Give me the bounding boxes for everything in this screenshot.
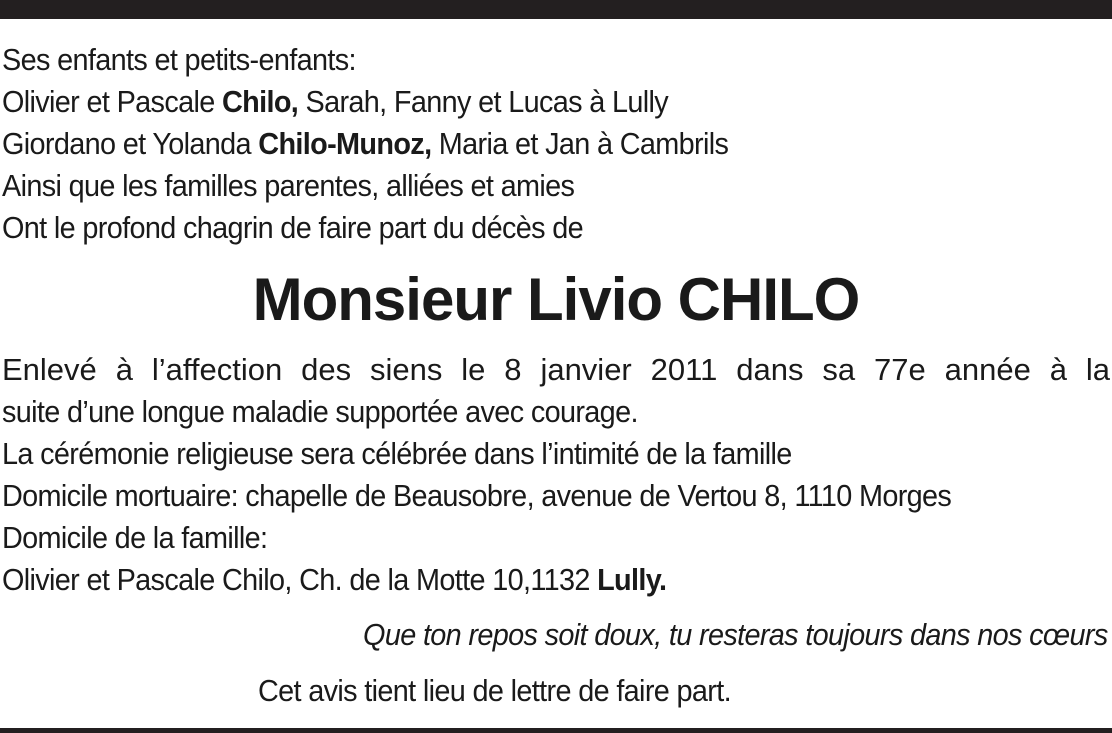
intro-line-2 bbox=[2, 81, 1032, 123]
family-locality: Lully. bbox=[597, 562, 667, 597]
notice-footer: Cet avis tient lieu de lettre de faire part. bbox=[258, 673, 731, 708]
body-line-1-word: 2011 bbox=[650, 352, 718, 387]
body-line-1-word: le bbox=[461, 352, 486, 387]
intro-line-2-name: Chilo, bbox=[221, 84, 299, 119]
body-line-1-word: des bbox=[301, 352, 352, 387]
intro-line-3 bbox=[2, 123, 1032, 165]
intro-line-2-text: Olivier et Pascale bbox=[2, 84, 222, 119]
body-line-5: Domicile de la famille: bbox=[2, 520, 268, 555]
top-rule bbox=[0, 0, 1112, 19]
body-line-1-word: siens bbox=[370, 352, 443, 387]
intro-line-5: Ont le profond chagrin de faire part du décès de bbox=[2, 210, 583, 245]
intro-line-3-name: Chilo-Munoz, bbox=[258, 126, 432, 161]
body-line-2: suite d’une longue maladie supportée avec courage. bbox=[2, 394, 638, 429]
body-line-1-word: Enlevé bbox=[2, 352, 97, 387]
body-line-1 bbox=[2, 349, 1110, 391]
family-address: Olivier et Pascale Chilo, Ch. de la Motte 10,1132 bbox=[2, 562, 598, 597]
body-line-1-word: 77e bbox=[873, 352, 926, 387]
body-line-1-word: la bbox=[1085, 352, 1110, 387]
intro-line-1: Ses enfants et petits-enfants: bbox=[2, 42, 356, 77]
announcement-body bbox=[2, 349, 1110, 601]
body-line-3: La cérémonie religieuse sera célébrée dans l’intimité de la famille bbox=[2, 436, 792, 471]
body-line-1-word: janvier bbox=[540, 352, 632, 387]
body-line-1-word: à bbox=[1049, 352, 1067, 387]
body-line-6 bbox=[2, 559, 1032, 601]
body-line-1-word: 8 bbox=[504, 352, 522, 387]
intro-line-3-rest: Maria et Jan à Cambrils bbox=[431, 126, 729, 161]
body-line-1-word: sa bbox=[822, 352, 856, 387]
body-line-1-word: dans bbox=[736, 352, 804, 387]
body-line-1-word: à bbox=[115, 352, 133, 387]
body-line-1-word: année bbox=[944, 352, 1031, 387]
intro-line-2-rest: Sarah, Fanny et Lucas à Lully bbox=[298, 84, 669, 119]
intro-line-3-text: Giordano et Yolanda bbox=[2, 126, 259, 161]
memorial-motto: Que ton repos soit doux, tu resteras toujours dans nos cœurs bbox=[363, 617, 1108, 652]
family-intro bbox=[2, 39, 1110, 249]
body-line-1-word: l’affection bbox=[151, 352, 283, 387]
intro-line-4: Ainsi que les familles parentes, alliées et amies bbox=[2, 168, 575, 203]
body-line-4: Domicile mortuaire: chapelle de Beausobre, avenue de Vertou 8, 1110 Morges bbox=[2, 478, 952, 513]
bottom-rule bbox=[0, 728, 1112, 733]
deceased-name-headline: Monsieur Livio CHILO bbox=[252, 266, 860, 333]
